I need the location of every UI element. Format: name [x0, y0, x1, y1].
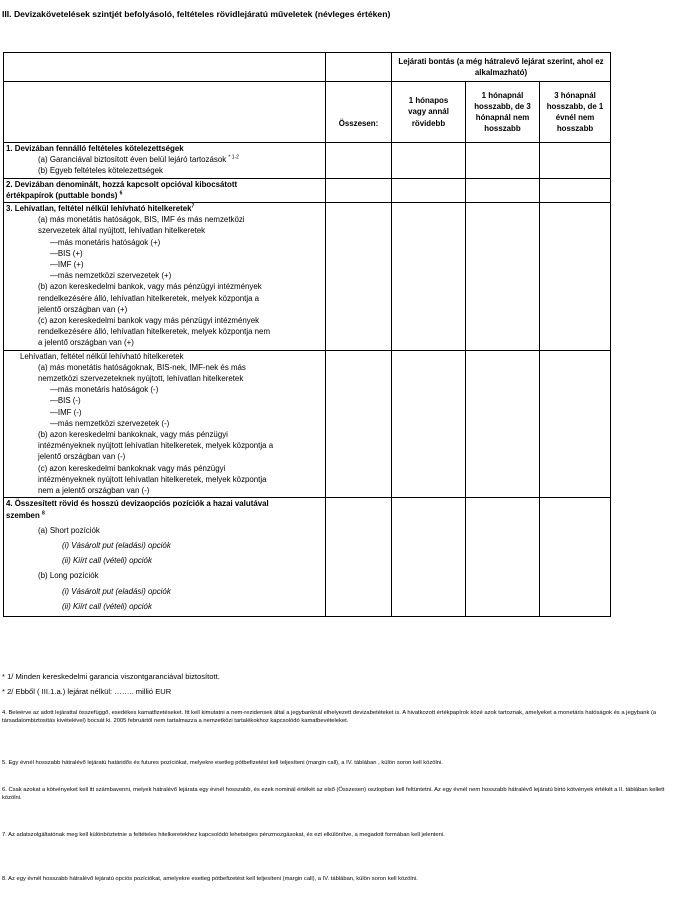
section-3-line: rendelkezésére álló, lehívatlan hitelkeretek, melyek központja nem — [38, 327, 271, 337]
section-3b-line: (c) azon kereskedelmi bankoknak vagy más pénzügyi — [38, 463, 226, 473]
section-3b-label — [4, 350, 326, 498]
section-3b-total-cell[interactable] — [326, 350, 392, 498]
section-4-footnote-ref: 8 — [41, 509, 45, 516]
section-2-label — [4, 178, 326, 202]
col2-line: hónapnál nem — [475, 113, 530, 122]
section-1-item-a-text: (a) Garanciával biztosított éven belül lejáró tartozások — [38, 155, 229, 165]
section-3-title — [6, 203, 325, 214]
section-1-item-b: (b) Egyeb feltételes kötelezettségek — [38, 166, 164, 176]
header-row-1 — [4, 53, 611, 82]
section-3b-line: jelentő országban van (-) — [38, 452, 126, 462]
section-2-title-cont — [6, 190, 325, 201]
header-blank-cell — [4, 53, 326, 82]
section-3b-col3-cell[interactable] — [540, 350, 611, 498]
section-3-line: rendelkezésére álló, lehívatlan hitelkeretek, melyek központja a — [38, 293, 260, 303]
section-3-line: jelentő országban van (+) — [38, 304, 128, 314]
section-3-line: —IMF (+) — [50, 260, 84, 270]
col3-line: hosszabb, de 1 — [546, 101, 604, 111]
section-3b-line: nemzetközi szervezeteknek nyújtott, lehívatlan hitelkeretek — [38, 374, 244, 384]
section-4-long-call: (ii) Kiírt call (vételi) opciók — [62, 601, 152, 611]
section-4-long-put: (i) Vásárolt put (eladási) opciók — [62, 586, 171, 596]
col3-line: 3 hónapnál — [554, 90, 596, 100]
section-2-col1-cell[interactable] — [392, 178, 466, 202]
col1-line: vagy annál — [408, 107, 449, 117]
maturity-breakdown-header: Lejárati bontás (a még hátralevő lejárat szerint, ahol ez alkalmazható) — [392, 53, 611, 82]
1-to-3-months-header — [466, 82, 540, 143]
footnote-5: 5. Egy évnél hosszabb hátralévő lejáratú határidős és futures pozíciókat, melyekre esetleg pótbefizetést kell teljesíteni (margin call), a IV. táblában , külön soron kell közölni. — [2, 760, 443, 766]
section-3-footnote-ref: 7 — [191, 203, 195, 210]
col3-line: hosszabb — [556, 124, 594, 134]
section-4-col3-cell[interactable] — [540, 498, 611, 617]
section-3-label — [4, 203, 326, 351]
col1-line: rövidebb — [411, 118, 446, 128]
table-row-section-3 — [4, 203, 611, 351]
section-4-title: 4. Összesített rövid és hosszú devizaopciós pozíciók a hazai valutával — [6, 499, 269, 509]
section-3b-line: —IMF (-) — [50, 407, 82, 417]
section-3-col3-cell[interactable] — [540, 203, 611, 351]
section-3-line: —BIS (+) — [50, 248, 83, 258]
footnote-6: 6. Csak azokat a kötvényeket kell itt számbavenni, melyek hátralévő lejárata egy évnél hosszabb, és ezek nominál értékét az első (Összesen) oszlopban kell feltüntetni. Az egy évnél nem hosszabb hátralévő lejáratú birtó kötvények értékét a II. táblában kellett közölni. — [2, 787, 665, 802]
section-3-col1-cell[interactable] — [392, 203, 466, 351]
total-column-header: Összesen: — [326, 82, 392, 143]
section-4-short-put: (i) Vásárolt put (eladási) opciók — [62, 540, 171, 550]
section-4-title-cont — [6, 510, 325, 521]
section-4-col2-cell[interactable] — [466, 498, 540, 617]
section-1-col1-cell[interactable] — [392, 143, 466, 179]
section-3-col2-cell[interactable] — [466, 203, 540, 351]
col2-line: hosszabb — [484, 124, 521, 134]
section-3b-line: nem a jelentő országban van (-) — [38, 486, 150, 496]
section-2-total-cell[interactable] — [326, 178, 392, 202]
section-4-short-positions: (a) Short pozíciók — [38, 525, 100, 535]
section-2-footnote-ref: 6 — [119, 190, 123, 197]
col2-line: hosszabb, de 3 — [474, 101, 531, 111]
section-3b-title: Lehívatlan, feltétel nélkül lehívható hitelkeretek — [20, 351, 184, 361]
page-title: III. Devizakövetelések szintjét befolyásoló, feltételes rövidlejáratú műveletek (névleges értéken) — [2, 9, 391, 19]
section-4-total-cell[interactable] — [326, 498, 392, 617]
footnote-8: 8. Az egy évnél hosszabb hátralévő lejáratú opciós pozíciókat, amelyekre esetleg pótbefizetést kell teljesíteni (margin call), a IV. táblában, külön soron kell közölni. — [2, 876, 418, 882]
section-3-line: —más nemzetközi szervezetek (+) — [50, 271, 172, 281]
section-4-long-positions: (b) Long pozíciók — [38, 571, 99, 581]
table-row-section-2 — [4, 178, 611, 202]
3-months-to-1-year-header — [540, 82, 611, 143]
header-blank-total-cell — [326, 53, 392, 82]
section-3b-line: (a) más monetátis hatóságoknak, BIS-nek, IMF-nek és más — [38, 362, 246, 372]
section-3-line: —más monetáris hatóságok (+) — [50, 237, 161, 247]
section-1-col2-cell[interactable] — [466, 143, 540, 179]
col1-line: 1 hónapos — [408, 96, 449, 106]
section-3b-col1-cell[interactable] — [392, 350, 466, 498]
section-2-col3-cell[interactable] — [540, 178, 611, 202]
up-to-1-month-header — [392, 82, 466, 143]
table-row-section-3b — [4, 350, 611, 498]
table-row-section-1 — [4, 143, 611, 179]
section-3-line: a jelentő országban van (+) — [38, 338, 134, 348]
section-3b-line: (b) azon kereskedelmi bankoknak, vagy más pénzügyi — [38, 430, 228, 440]
section-3b-col2-cell[interactable] — [466, 350, 540, 498]
section-4-title-cont-text: szemben — [6, 510, 42, 520]
section-1-total-cell[interactable] — [326, 143, 392, 179]
section-4-short-call: (ii) Kiírt call (vételi) opciók — [62, 556, 152, 566]
section-1-item-a — [6, 154, 325, 165]
footnote-4: 4. Beleérve az adott lejárattal összefüggő, esedékes kamatfizetéseket. Itt kell kimutatni a nem-rezidensek által a jegybanknál elhelyezett devizabetéteket is. A hivatkozott értékpapírok közé azok tartoznak, amelyeket a monetáris hatóságok és a jegybank (a társadalombiztosítás kivételével) bocsát ki. 2005 februártól nem tartalmazza a nemzetközi tartalékokhoz kapcsolódó kamatbevételeket. — [2, 710, 657, 725]
section-3b-line: —más monetáris hatóságok (-) — [50, 385, 159, 395]
section-4-col1-cell[interactable] — [392, 498, 466, 617]
header-row-2 — [4, 82, 611, 143]
section-3-line: (c) azon kereskedelmi bankok vagy más pénzügyi intézmények — [38, 316, 260, 326]
section-3-total-cell[interactable] — [326, 203, 392, 351]
section-3-title-text: 3. Lehívatlan, feltétel nélkül lehívható hitelkeretek — [6, 204, 192, 214]
note-1: * 1/ Minden kereskedelmi garancia viszontgaranciával biztosított. — [2, 672, 220, 681]
section-1-title: 1. Devizában fennálló feltételes kötelezettségek — [6, 144, 184, 153]
header-label-cell — [4, 82, 326, 143]
section-1-item-a-footnote-ref: * 1-2 — [228, 154, 239, 161]
section-3b-line: intézményeknek nyújtott lehívatlan hitelkeretek, melyek központja a — [38, 441, 274, 451]
section-1-col3-cell[interactable] — [540, 143, 611, 179]
section-3-line: (a) más monetátis hatóságok, BIS, IMF és más nemzetközi — [38, 215, 245, 225]
section-1-label — [4, 143, 326, 179]
section-4-label — [4, 498, 326, 617]
note-2: * 2/ Ebből ( III.1.a.) lejárat nélkül: …….. millió EUR — [2, 687, 172, 696]
section-3-line: (b) azon kereskedelmi bankok, vagy más pénzügyi intézmények — [38, 282, 262, 292]
section-2-title: 2. Devizában denominált, hozzá kapcsolt opcióval kibocsátott — [6, 179, 238, 189]
section-3b-line: —más nemzetközi szervezetek (-) — [50, 418, 170, 428]
section-3b-line: intézményeknek nyújtott lehívatlan hitelkeretek, melyek központja — [38, 474, 267, 484]
section-2-col2-cell[interactable] — [466, 178, 540, 202]
section-2-title-cont-text: értékpapírok (puttable bonds) — [6, 190, 120, 200]
col2-line: 1 hónapnál — [481, 90, 524, 100]
section-3b-line: —BIS (-) — [50, 396, 81, 406]
section-3-line: szervezetek által nyújtott, lehívatlan hitelkeretek — [38, 226, 206, 236]
liquidity-table — [3, 52, 611, 617]
footnote-7: 7. Az adatszolgáltatónak meg kell különböztetnie a feltételes hitelkeretekhez kapcsolódó lehetséges pénzmozgásokat, és ezt elkülönítve, a megadott formában kell jelenteni. — [2, 832, 445, 838]
col3-line: évnél nem — [555, 113, 595, 122]
table-row-section-4 — [4, 498, 611, 617]
